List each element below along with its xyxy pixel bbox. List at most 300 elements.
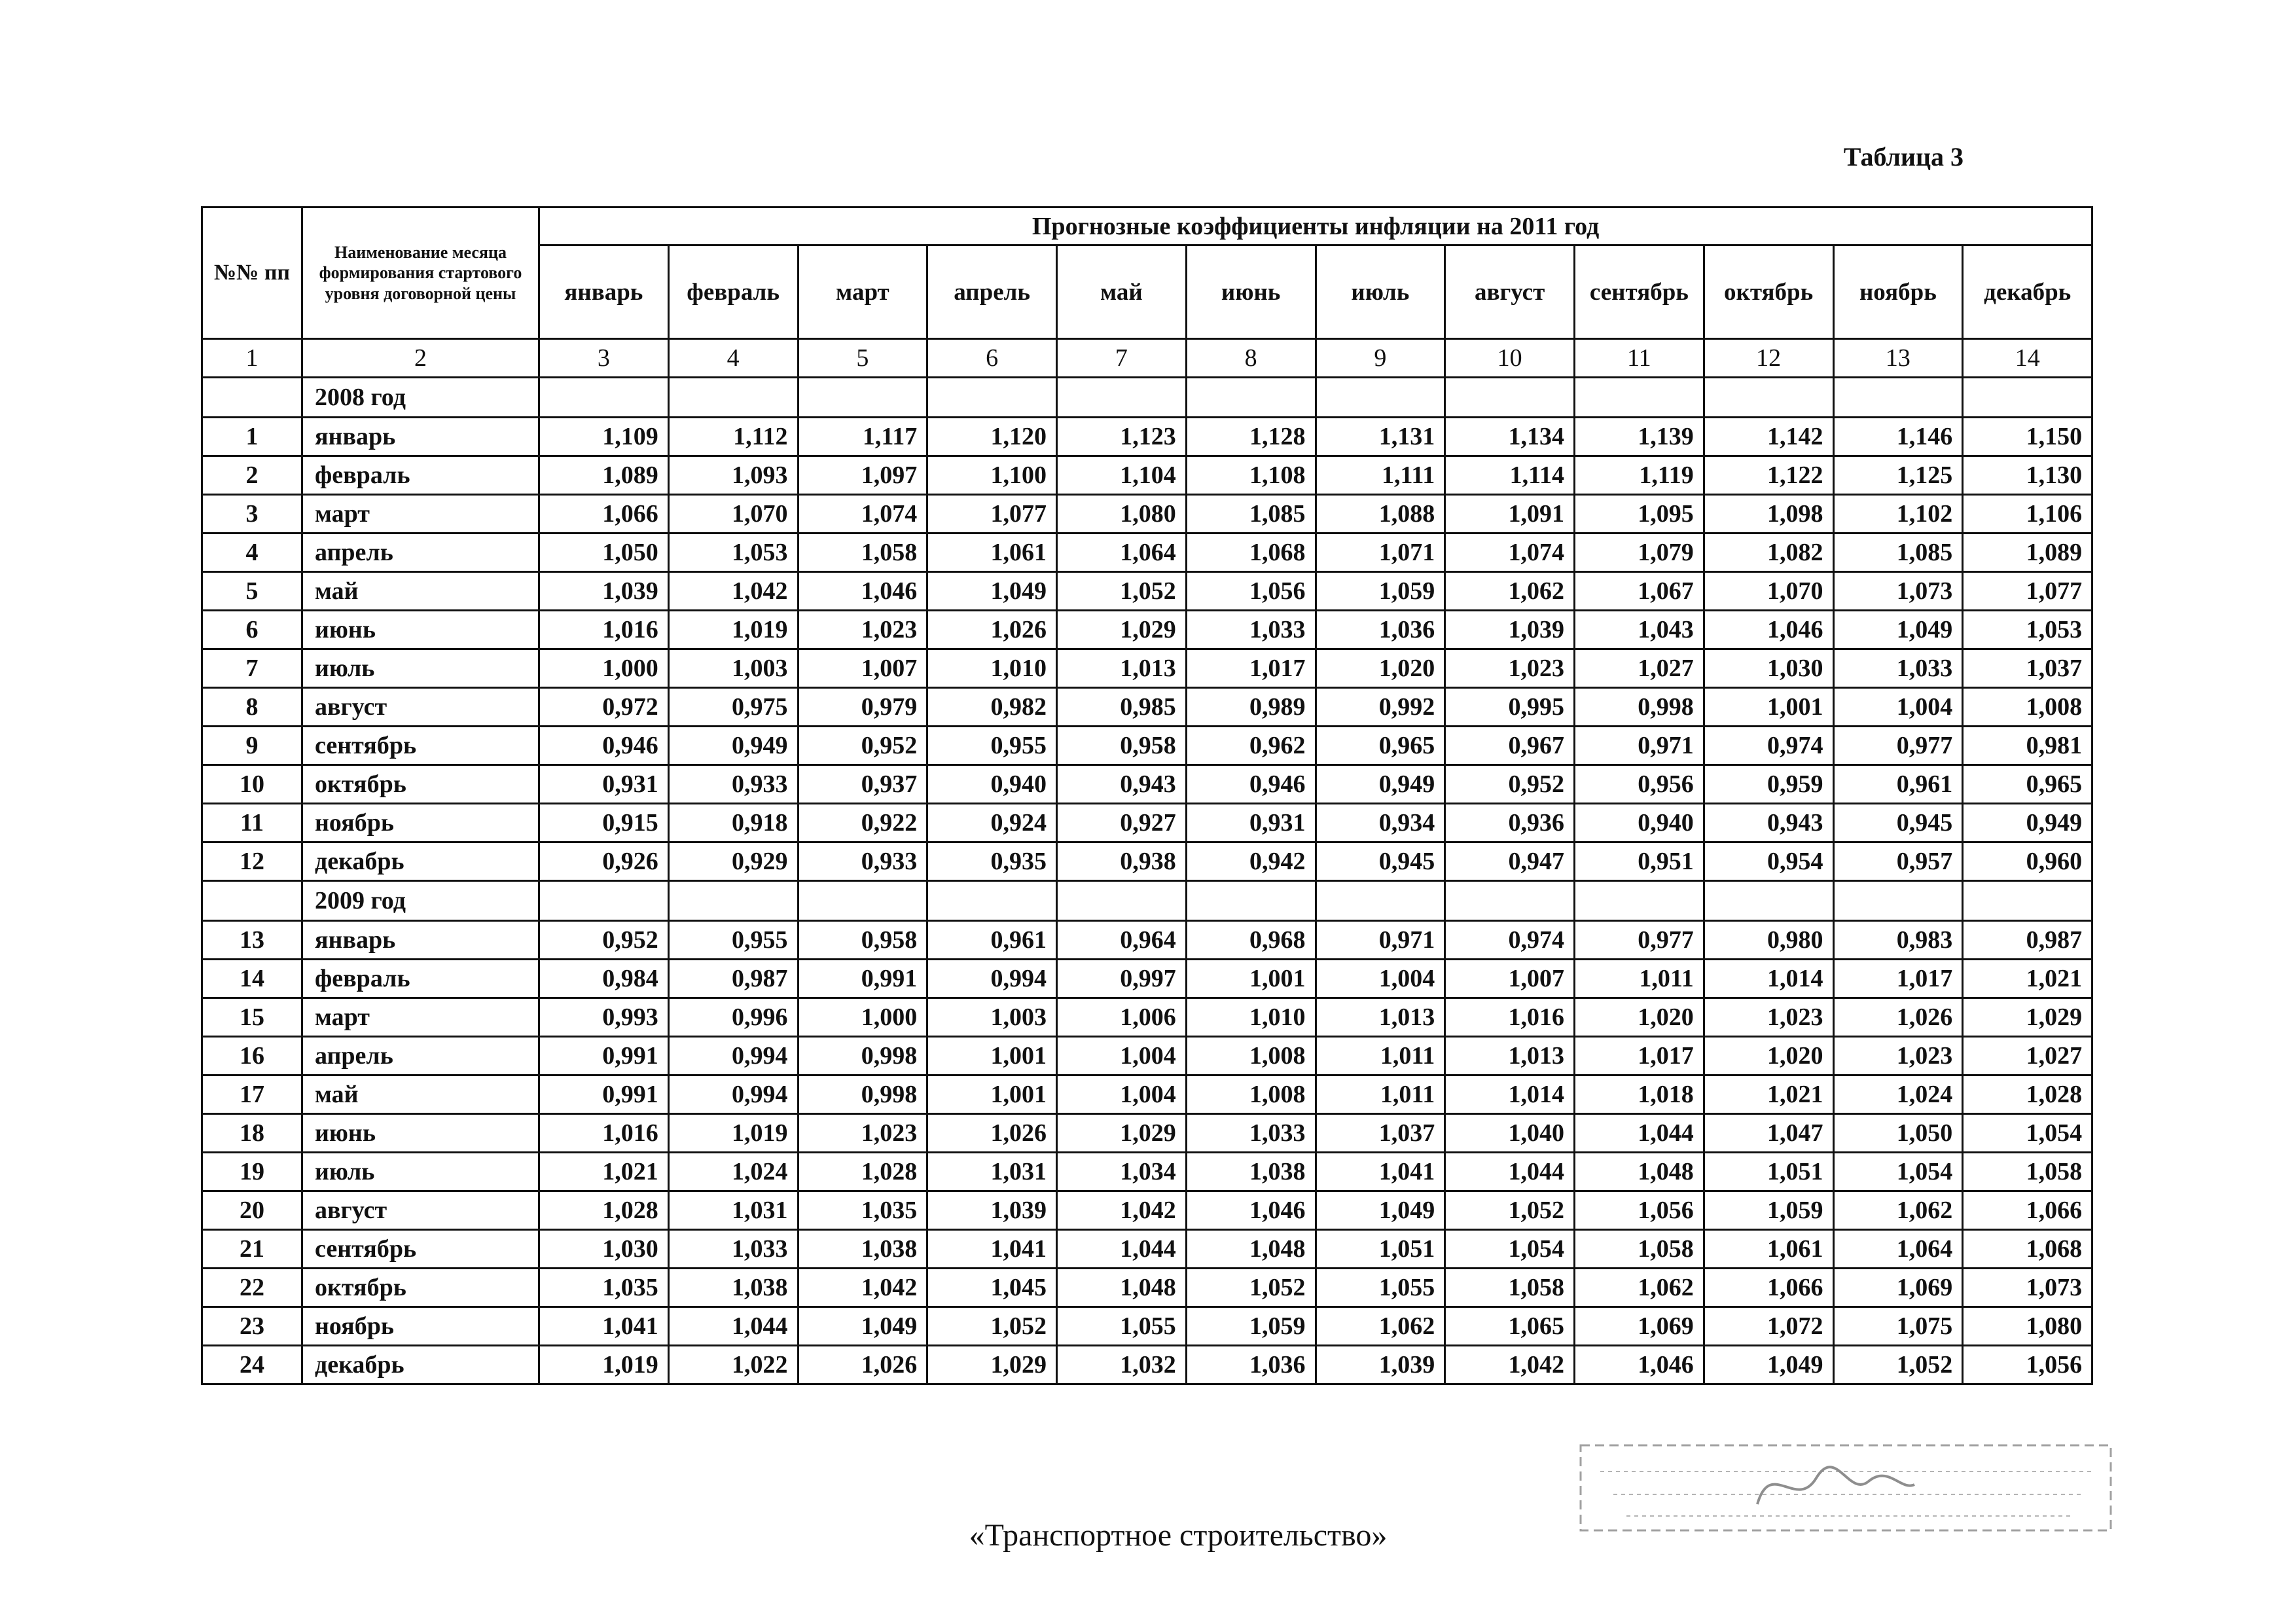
row-number: 23 — [202, 1307, 302, 1346]
table-row — [202, 998, 2092, 1037]
coefficient-cell: 1,055 — [1316, 1269, 1445, 1307]
row-number: 17 — [202, 1075, 302, 1114]
coefficient-cell: 0,943 — [1057, 765, 1187, 804]
coefficient-cell: 1,019 — [668, 611, 798, 649]
column-index-8: 8 — [1186, 339, 1316, 378]
coefficient-cell: 1,001 — [927, 1075, 1057, 1114]
coefficient-cell: 1,073 — [1833, 572, 1963, 611]
coefficient-cell: 0,933 — [668, 765, 798, 804]
coefficient-cell: 1,070 — [1704, 572, 1833, 611]
year-row-blank — [539, 881, 669, 921]
coefficient-cell: 1,016 — [1445, 998, 1575, 1037]
coefficient-cell: 1,128 — [1186, 418, 1316, 456]
coefficient-cell: 1,054 — [1963, 1114, 2092, 1153]
coefficient-cell: 0,952 — [539, 921, 669, 960]
coefficient-cell: 1,043 — [1575, 611, 1704, 649]
coefficient-cell: 1,080 — [1057, 495, 1187, 533]
coefficient-cell: 1,036 — [1316, 611, 1445, 649]
coefficient-cell: 1,093 — [668, 456, 798, 495]
coefficient-cell: 1,000 — [539, 649, 669, 688]
coefficient-cell: 1,042 — [1057, 1191, 1187, 1230]
year-row-blank — [539, 378, 669, 418]
coefficient-cell: 0,951 — [1575, 842, 1704, 881]
coefficient-cell: 1,004 — [1057, 1075, 1187, 1114]
coefficient-cell: 1,013 — [1445, 1037, 1575, 1075]
row-number: 22 — [202, 1269, 302, 1307]
year-row-blank — [1833, 378, 1963, 418]
table-row — [202, 495, 2092, 533]
coefficient-cell: 1,026 — [927, 1114, 1057, 1153]
coefficient-cell: 0,952 — [798, 727, 927, 765]
coefficient-cell: 1,020 — [1575, 998, 1704, 1037]
coefficient-cell: 1,039 — [539, 572, 669, 611]
coefficient-cell: 1,044 — [1575, 1114, 1704, 1153]
coefficient-cell: 1,131 — [1316, 418, 1445, 456]
coefficient-cell: 1,044 — [1445, 1153, 1575, 1191]
coefficient-cell: 0,974 — [1704, 727, 1833, 765]
row-month-name: февраль — [302, 456, 539, 495]
coefficient-cell: 1,017 — [1575, 1037, 1704, 1075]
coefficient-cell: 1,067 — [1575, 572, 1704, 611]
coefficient-cell: 1,029 — [1057, 1114, 1187, 1153]
table-row — [202, 572, 2092, 611]
coefficient-cell: 1,082 — [1704, 533, 1833, 572]
row-month-name: январь — [302, 921, 539, 960]
coefficient-cell: 0,915 — [539, 804, 669, 842]
coefficient-cell: 1,052 — [1057, 572, 1187, 611]
coefficient-cell: 1,046 — [798, 572, 927, 611]
table-row — [202, 649, 2092, 688]
header-month-2: февраль — [668, 245, 798, 339]
coefficient-cell: 1,003 — [927, 998, 1057, 1037]
coefficient-cell: 1,028 — [1963, 1075, 2092, 1114]
table-row — [202, 456, 2092, 495]
coefficient-cell: 1,088 — [1316, 495, 1445, 533]
coefficient-cell: 0,996 — [668, 998, 798, 1037]
header-month-1: январь — [539, 245, 669, 339]
coefficient-cell: 1,036 — [1186, 1346, 1316, 1384]
coefficient-cell: 1,061 — [927, 533, 1057, 572]
coefficient-cell: 1,038 — [1186, 1153, 1316, 1191]
coefficient-cell: 0,949 — [1316, 765, 1445, 804]
coefficient-cell: 1,006 — [1057, 998, 1187, 1037]
coefficient-cell: 0,947 — [1445, 842, 1575, 881]
coefficient-cell: 1,008 — [1963, 688, 2092, 727]
coefficient-cell: 0,977 — [1833, 727, 1963, 765]
table-row — [202, 533, 2092, 572]
coefficient-cell: 0,938 — [1057, 842, 1187, 881]
coefficient-cell: 1,035 — [539, 1269, 669, 1307]
coefficient-cell: 1,114 — [1445, 456, 1575, 495]
column-index-12: 12 — [1704, 339, 1833, 378]
coefficient-cell: 1,130 — [1963, 456, 2092, 495]
header-num: №№ пп — [202, 208, 302, 339]
coefficient-cell: 1,062 — [1316, 1307, 1445, 1346]
coefficient-cell: 0,982 — [927, 688, 1057, 727]
coefficient-cell: 1,042 — [1445, 1346, 1575, 1384]
year-row-blank — [1186, 881, 1316, 921]
coefficient-cell: 1,041 — [927, 1230, 1057, 1269]
coefficient-cell: 1,044 — [668, 1307, 798, 1346]
row-number: 2 — [202, 456, 302, 495]
coefficient-cell: 1,069 — [1575, 1307, 1704, 1346]
coefficient-cell: 1,052 — [927, 1307, 1057, 1346]
row-month-name: август — [302, 1191, 539, 1230]
coefficient-cell: 1,049 — [798, 1307, 927, 1346]
coefficient-cell: 1,021 — [1704, 1075, 1833, 1114]
year-row-blank — [1057, 378, 1187, 418]
coefficient-cell: 1,064 — [1833, 1230, 1963, 1269]
row-number: 5 — [202, 572, 302, 611]
table-row — [202, 1346, 2092, 1384]
coefficient-cell: 1,066 — [539, 495, 669, 533]
coefficient-cell: 1,066 — [1704, 1269, 1833, 1307]
table-row — [202, 960, 2092, 998]
header-month-8: август — [1445, 245, 1575, 339]
coefficient-cell: 0,934 — [1316, 804, 1445, 842]
coefficient-cell: 1,052 — [1186, 1269, 1316, 1307]
coefficient-cell: 0,985 — [1057, 688, 1187, 727]
row-month-name: март — [302, 495, 539, 533]
coefficient-cell: 1,004 — [1057, 1037, 1187, 1075]
coefficient-cell: 1,013 — [1316, 998, 1445, 1037]
coefficient-cell: 1,058 — [798, 533, 927, 572]
column-index-10: 10 — [1445, 339, 1575, 378]
coefficient-cell: 1,037 — [1316, 1114, 1445, 1153]
coefficient-cell: 1,016 — [539, 1114, 669, 1153]
coefficient-cell: 1,074 — [798, 495, 927, 533]
table-row — [202, 418, 2092, 456]
coefficient-cell: 1,001 — [1704, 688, 1833, 727]
coefficient-cell: 1,048 — [1057, 1269, 1187, 1307]
row-number: 6 — [202, 611, 302, 649]
coefficient-cell: 1,112 — [668, 418, 798, 456]
coefficient-cell: 1,111 — [1316, 456, 1445, 495]
coefficient-cell: 1,056 — [1186, 572, 1316, 611]
row-number: 21 — [202, 1230, 302, 1269]
coefficient-cell: 0,979 — [798, 688, 927, 727]
coefficient-cell: 1,004 — [1833, 688, 1963, 727]
coefficient-cell: 1,061 — [1704, 1230, 1833, 1269]
table-row — [202, 1230, 2092, 1269]
coefficient-cell: 0,958 — [1057, 727, 1187, 765]
coefficient-cell: 1,007 — [1445, 960, 1575, 998]
header-month-12: декабрь — [1963, 245, 2092, 339]
year-row-blank — [927, 881, 1057, 921]
coefficient-cell: 0,971 — [1316, 921, 1445, 960]
table-row — [202, 921, 2092, 960]
coefficient-cell: 1,041 — [1316, 1153, 1445, 1191]
coefficient-cell: 0,927 — [1057, 804, 1187, 842]
coefficient-cell: 0,971 — [1575, 727, 1704, 765]
coefficient-cell: 1,106 — [1963, 495, 2092, 533]
coefficient-cell: 1,068 — [1186, 533, 1316, 572]
row-month-name: май — [302, 572, 539, 611]
coefficient-cell: 1,146 — [1833, 418, 1963, 456]
coefficient-cell: 1,007 — [798, 649, 927, 688]
coefficient-cell: 0,955 — [927, 727, 1057, 765]
year-row-blank — [668, 881, 798, 921]
table-row — [202, 1075, 2092, 1114]
certification-stamp-icon — [1574, 1419, 2117, 1543]
coefficient-cell: 1,091 — [1445, 495, 1575, 533]
table-row — [202, 688, 2092, 727]
coefficient-cell: 1,047 — [1704, 1114, 1833, 1153]
coefficient-cell: 0,994 — [927, 960, 1057, 998]
coefficient-cell: 1,021 — [1963, 960, 2092, 998]
coefficient-cell: 0,965 — [1316, 727, 1445, 765]
coefficient-cell: 1,049 — [1704, 1346, 1833, 1384]
coefficient-cell: 0,998 — [1575, 688, 1704, 727]
coefficient-cell: 1,010 — [1186, 998, 1316, 1037]
coefficient-cell: 1,080 — [1963, 1307, 2092, 1346]
coefficient-cell: 1,016 — [539, 611, 669, 649]
coefficient-cell: 1,033 — [1186, 611, 1316, 649]
coefficient-cell: 1,059 — [1704, 1191, 1833, 1230]
coefficient-cell: 1,053 — [1963, 611, 2092, 649]
coefficient-cell: 0,991 — [539, 1037, 669, 1075]
column-index-11: 11 — [1575, 339, 1704, 378]
coefficient-cell: 1,011 — [1316, 1075, 1445, 1114]
coefficient-cell: 0,931 — [539, 765, 669, 804]
row-number: 3 — [202, 495, 302, 533]
coefficient-cell: 0,958 — [798, 921, 927, 960]
year-row-blank — [798, 378, 927, 418]
column-index-7: 7 — [1057, 339, 1187, 378]
coefficient-cell: 0,955 — [668, 921, 798, 960]
coefficient-cell: 1,102 — [1833, 495, 1963, 533]
coefficient-cell: 0,961 — [927, 921, 1057, 960]
coefficient-cell: 1,028 — [798, 1153, 927, 1191]
coefficient-cell: 0,954 — [1704, 842, 1833, 881]
coefficient-cell: 0,949 — [668, 727, 798, 765]
header-month-7: июль — [1316, 245, 1445, 339]
coefficient-cell: 1,014 — [1704, 960, 1833, 998]
row-month-name: апрель — [302, 533, 539, 572]
row-month-name: декабрь — [302, 842, 539, 881]
header-month-3: март — [798, 245, 927, 339]
coefficient-cell: 0,992 — [1316, 688, 1445, 727]
row-month-name: август — [302, 688, 539, 727]
coefficient-cell: 1,039 — [1316, 1346, 1445, 1384]
coefficient-cell: 1,062 — [1833, 1191, 1963, 1230]
header-month-name: Наименование месяца формирования стартового уровня договорной цены — [302, 208, 539, 339]
coefficient-cell: 1,085 — [1833, 533, 1963, 572]
table-label: Таблица 3 — [1843, 142, 1964, 171]
coefficient-cell: 1,109 — [539, 418, 669, 456]
coefficient-cell: 1,073 — [1963, 1269, 2092, 1307]
year-row-blank — [927, 378, 1057, 418]
coefficient-cell: 0,994 — [668, 1037, 798, 1075]
coefficient-cell: 0,980 — [1704, 921, 1833, 960]
row-month-name: сентябрь — [302, 727, 539, 765]
table-row — [202, 1114, 2092, 1153]
row-number: 11 — [202, 804, 302, 842]
coefficient-cell: 1,035 — [798, 1191, 927, 1230]
coefficient-cell: 1,020 — [1704, 1037, 1833, 1075]
year-row-blank — [202, 378, 302, 418]
row-number: 14 — [202, 960, 302, 998]
row-number: 13 — [202, 921, 302, 960]
coefficient-cell: 0,967 — [1445, 727, 1575, 765]
column-index-9: 9 — [1316, 339, 1445, 378]
coefficient-cell: 1,026 — [1833, 998, 1963, 1037]
coefficient-cell: 1,089 — [539, 456, 669, 495]
coefficient-cell: 1,017 — [1833, 960, 1963, 998]
coefficient-cell: 1,039 — [927, 1191, 1057, 1230]
coefficient-cell: 1,054 — [1445, 1230, 1575, 1269]
coefficient-cell: 1,052 — [1833, 1346, 1963, 1384]
row-month-name: ноябрь — [302, 804, 539, 842]
row-number: 7 — [202, 649, 302, 688]
coefficient-cell: 1,027 — [1575, 649, 1704, 688]
table-row — [202, 1191, 2092, 1230]
coefficient-cell: 0,937 — [798, 765, 927, 804]
coefficient-cell: 1,098 — [1704, 495, 1833, 533]
coefficient-cell: 0,972 — [539, 688, 669, 727]
coefficient-cell: 1,000 — [798, 998, 927, 1037]
column-index-6: 6 — [927, 339, 1057, 378]
coefficient-cell: 1,023 — [1445, 649, 1575, 688]
coefficient-cell: 0,998 — [798, 1037, 927, 1075]
row-month-name: май — [302, 1075, 539, 1114]
coefficient-cell: 0,984 — [539, 960, 669, 998]
coefficient-cell: 0,989 — [1186, 688, 1316, 727]
coefficient-cell: 0,936 — [1445, 804, 1575, 842]
row-number: 24 — [202, 1346, 302, 1384]
coefficient-cell: 1,024 — [1833, 1075, 1963, 1114]
coefficient-cell: 1,059 — [1186, 1307, 1316, 1346]
footer-title: «Транспортное строительство» — [969, 1518, 1388, 1553]
coefficient-cell: 1,023 — [798, 1114, 927, 1153]
row-month-name: ноябрь — [302, 1307, 539, 1346]
year-row-blank — [1963, 378, 2092, 418]
row-month-name: декабрь — [302, 1346, 539, 1384]
coefficient-cell: 0,960 — [1963, 842, 2092, 881]
row-month-name: сентябрь — [302, 1230, 539, 1269]
coefficient-cell: 0,924 — [927, 804, 1057, 842]
coefficient-cell: 1,037 — [1963, 649, 2092, 688]
row-number: 15 — [202, 998, 302, 1037]
row-month-name: февраль — [302, 960, 539, 998]
coefficient-cell: 1,108 — [1186, 456, 1316, 495]
coefficient-cell: 1,001 — [927, 1037, 1057, 1075]
coefficient-cell: 1,020 — [1316, 649, 1445, 688]
coefficient-cell: 0,957 — [1833, 842, 1963, 881]
coefficient-cell: 0,926 — [539, 842, 669, 881]
coefficient-cell: 1,033 — [1186, 1114, 1316, 1153]
coefficient-cell: 0,991 — [539, 1075, 669, 1114]
column-index-2: 2 — [302, 339, 539, 378]
coefficient-cell: 1,097 — [798, 456, 927, 495]
coefficient-cell: 1,031 — [668, 1191, 798, 1230]
year-row-blank — [1316, 881, 1445, 921]
row-number: 16 — [202, 1037, 302, 1075]
coefficient-cell: 0,993 — [539, 998, 669, 1037]
year-row-blank — [1963, 881, 2092, 921]
row-month-name: июнь — [302, 1114, 539, 1153]
coefficient-cell: 0,994 — [668, 1075, 798, 1114]
coefficient-cell: 1,044 — [1057, 1230, 1187, 1269]
coefficient-cell: 1,042 — [798, 1269, 927, 1307]
row-month-name: март — [302, 998, 539, 1037]
coefficient-cell: 1,038 — [668, 1269, 798, 1307]
coefficient-cell: 1,033 — [668, 1230, 798, 1269]
coefficient-cell: 1,003 — [668, 649, 798, 688]
coefficient-cell: 1,050 — [539, 533, 669, 572]
coefficient-cell: 1,123 — [1057, 418, 1187, 456]
row-number: 8 — [202, 688, 302, 727]
coefficient-cell: 1,119 — [1575, 456, 1704, 495]
coefficient-cell: 1,029 — [1057, 611, 1187, 649]
table-row — [202, 765, 2092, 804]
coefficient-cell: 1,042 — [668, 572, 798, 611]
coefficient-cell: 1,064 — [1057, 533, 1187, 572]
coefficient-cell: 1,046 — [1186, 1191, 1316, 1230]
coefficient-cell: 1,032 — [1057, 1346, 1187, 1384]
coefficient-cell: 1,049 — [1833, 611, 1963, 649]
coefficient-cell: 1,056 — [1963, 1346, 2092, 1384]
coefficient-cell: 1,139 — [1575, 418, 1704, 456]
year-row-blank — [1833, 881, 1963, 921]
year-row-blank — [1445, 378, 1575, 418]
table-row — [202, 1307, 2092, 1346]
coefficient-cell: 1,008 — [1186, 1037, 1316, 1075]
column-index-3: 3 — [539, 339, 669, 378]
coefficient-cell: 0,922 — [798, 804, 927, 842]
coefficient-cell: 1,068 — [1963, 1230, 2092, 1269]
coefficient-cell: 1,019 — [539, 1346, 669, 1384]
coefficient-cell: 1,033 — [1833, 649, 1963, 688]
coefficient-cell: 0,964 — [1057, 921, 1187, 960]
coefficient-cell: 1,039 — [1445, 611, 1575, 649]
coefficient-cell: 1,053 — [668, 533, 798, 572]
column-index-1: 1 — [202, 339, 302, 378]
coefficient-cell: 1,051 — [1704, 1153, 1833, 1191]
row-number: 18 — [202, 1114, 302, 1153]
coefficient-cell: 1,023 — [1704, 998, 1833, 1037]
coefficient-cell: 1,134 — [1445, 418, 1575, 456]
header-month-9: сентябрь — [1575, 245, 1704, 339]
header-month-11: ноябрь — [1833, 245, 1963, 339]
coefficient-cell: 1,072 — [1704, 1307, 1833, 1346]
header-month-10: октябрь — [1704, 245, 1833, 339]
coefficient-cell: 1,150 — [1963, 418, 2092, 456]
coefficient-cell: 1,011 — [1575, 960, 1704, 998]
row-number: 4 — [202, 533, 302, 572]
row-number: 9 — [202, 727, 302, 765]
year-row-blank — [1704, 881, 1833, 921]
coefficient-cell: 1,023 — [798, 611, 927, 649]
coefficient-cell: 1,054 — [1833, 1153, 1963, 1191]
coefficient-cell: 1,018 — [1575, 1075, 1704, 1114]
coefficient-cell: 1,048 — [1575, 1153, 1704, 1191]
coefficient-cell: 1,014 — [1445, 1075, 1575, 1114]
coefficient-cell: 0,959 — [1704, 765, 1833, 804]
coefficient-cell: 1,048 — [1186, 1230, 1316, 1269]
coefficient-cell: 0,983 — [1833, 921, 1963, 960]
year-row-blank — [202, 881, 302, 921]
coefficient-cell: 1,065 — [1445, 1307, 1575, 1346]
coefficient-cell: 0,935 — [927, 842, 1057, 881]
coefficient-cell: 1,001 — [1186, 960, 1316, 998]
coefficient-cell: 1,040 — [1445, 1114, 1575, 1153]
year-row-blank — [1445, 881, 1575, 921]
coefficient-cell: 1,079 — [1575, 533, 1704, 572]
coefficient-cell: 1,026 — [798, 1346, 927, 1384]
coefficient-cell: 1,056 — [1575, 1191, 1704, 1230]
coefficient-cell: 1,019 — [668, 1114, 798, 1153]
